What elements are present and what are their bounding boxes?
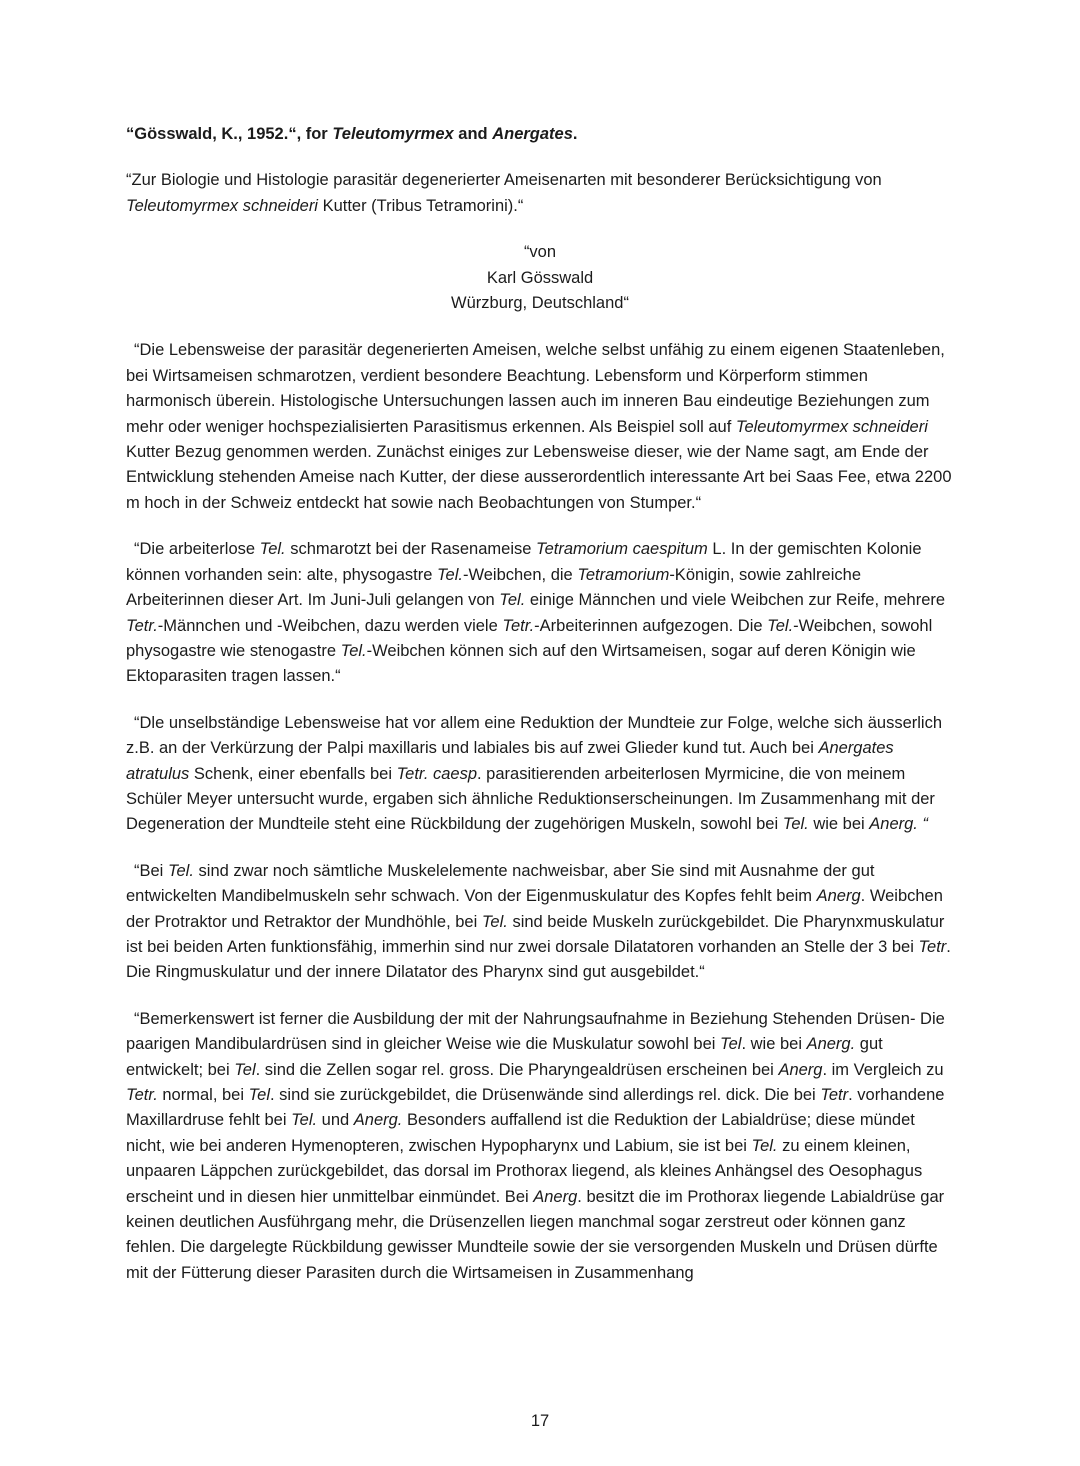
text-run: wie bei (808, 815, 870, 834)
text-run: Anerg. “ (869, 815, 928, 834)
text-run: Anergates (492, 125, 573, 143)
text-run: . Weibchen der Protraktor und Retraktor der Mundhöhle, bei (126, 887, 943, 931)
text-run: Tetr (820, 1086, 849, 1104)
text-run: . im Vergleich zu (822, 1060, 944, 1079)
paragraph-1 (126, 338, 954, 516)
text-run: “Die arbeiterlose (134, 540, 260, 559)
text-run: einige Männchen und viele Weibchen zur Reife, mehrere (525, 591, 946, 610)
page-number: 17 (530, 1411, 550, 1430)
text-run: . Die Ringmuskulatur und der innere Dilatator des Pharynx sind gut ausgebildet.“ (126, 937, 951, 982)
text-run: Tel (234, 1060, 256, 1079)
text-run: Tel (248, 1086, 271, 1104)
text-run: Tetr. (126, 1086, 158, 1104)
text-run: Tetr. (502, 616, 535, 635)
text-run: -Weibchen, sowohl physogastre wie stenogastre (126, 616, 933, 660)
text-run: and (453, 125, 493, 143)
text-run: Tel. (499, 591, 526, 610)
text-run: Tel. (291, 1111, 318, 1130)
text-run: “Gösswald, K., 1952.“, for (126, 125, 333, 143)
paper-title-quote (126, 168, 954, 219)
text-run: Tetr (918, 937, 947, 956)
text-run: Schenk, einer ebenfalls bei (189, 764, 397, 783)
text-run: Tetramorium (577, 565, 670, 584)
text-run: “Bei (134, 861, 168, 880)
text-run: zu einem kleinen, unpaaren Läppchen zurückgebildet, das dorsal im Prothorax liegend, als kleines Anhängsel des Oesophagus erscheint und in diesen hier unmittelbar einmündet. Bei (126, 1136, 923, 1206)
text-run: Tetramorium caespitum (536, 540, 708, 559)
paragraph-5 (126, 1007, 954, 1286)
text-run: und (317, 1111, 354, 1130)
text-run: Kutter (Tribus Tetramorini).“ (317, 196, 524, 215)
text-run: Besonders auffallend ist die Reduktion der Labialdrüse; diese mündet nicht, wie bei anderen Hymenopteren, zwischen Hypopharynx und Labium, sie ist bei (126, 1111, 915, 1155)
text-run: -Königin, sowie zahlreiche Arbeiterinnen dieser Art. Im Juni-Juli gelangen von (126, 565, 861, 610)
text-run: “Dle unselbständige Lebensweise hat vor allem eine Reduktion der Mundteie zur Folge, welche sich äusserlich z.B. an der Verkürzung der Palpi maxillaris und labiales bis auf zwei Glieder kund tut. Auch bei (126, 713, 943, 758)
text-run: Anerg (816, 887, 861, 906)
text-run: sind beide Muskeln zurückgebildet. Die Pharynxmuskulatur ist bei beiden Arten funktionsfähig, immerhin sind nur zwei dorsale Dilatatoren vorhanden an Stelle der 3 bei (126, 912, 945, 956)
text-run: Anerg. (353, 1111, 403, 1130)
text-run: -Arbeiterinnen aufgezogen. Die (534, 616, 768, 635)
text-run: Tel. (481, 912, 508, 931)
text-run: Tel. (340, 641, 367, 660)
text-run: Teleutomyrmex schneideri (735, 417, 928, 436)
text-run: Tel. (751, 1136, 778, 1155)
text-run: “Die Lebensweise der parasitär degenerierten Ameisen, welche selbst unfähig zu einem eigenen Staatenleben, bei Wirtsameisen schmarotzen, verdient besondere Beachtung. Lebensform und Körperform stimmen harmonisch überein. Histologische Untersuchungen lassen auch im inneren Bau eindeutige Beziehungen zum mehr oder weniger hochspezialisierten Parasitismus erkennen. Als Beispiel soll auf (126, 341, 945, 436)
text-run: Kutter Bezug genommen werden. Zunächst einiges zur Lebensweise dieser, wie der Name sagt, am Ende der Entwicklung stehenden Ameise nach Kutter, der diese ausserordentlich interessante Art bei Saas Fee, etwa 2200 m hoch in der Schweiz entdeckt hat sowie nach Beobachtungen von Stumper.“ (126, 443, 952, 512)
text-run: Tetr. (126, 616, 158, 635)
text-run: Anergates atratulus (126, 739, 894, 783)
text-run: . vorhandene Maxillardruse fehlt bei (126, 1086, 945, 1130)
paragraph-4 (126, 859, 954, 986)
text-run: . (572, 125, 578, 143)
byline-location: Würzburg, Deutschland“ (451, 294, 629, 313)
text-run: schmarotzt bei der Rasenameise (285, 540, 537, 559)
text-run: Anerg (778, 1060, 823, 1079)
paragraph-3 (126, 711, 954, 838)
text-run: -Weibchen können sich auf den Wirtsameisen, sogar auf deren Königin wie Ektoparasiten tragen lassen.“ (126, 641, 916, 686)
text-run: -Männchen und -Weibchen, dazu werden viele (157, 616, 503, 635)
text-run: . besitzt die im Prothorax liegende Labialdrüse gar keinen deutlichen Ausführgang mehr, die Drüsenzellen liegen manchmal sogar zerstreut oder können ganz fehlen. Die dargelegte Rückbildung gewisser Mundteile sowie der sie versorgenden Muskeln und Drüsen dürfte mit der Fütterung dieser Parasiten durch die Wirtsameisen in Zusammenhang (126, 1187, 945, 1282)
text-run: sind zwar noch sämtliche Muskelelemente nachweisbar, aber Sie sind mit Ausnahme der gut entwickelten Mandibelmuskeln sehr schwach. Von der Eigenmuskulatur des Kopfes fehlt beim (126, 861, 875, 906)
text-run: Anerg (533, 1187, 578, 1206)
text-run: Teleutomyrmex (332, 125, 454, 143)
text-run: Tel. (782, 815, 809, 834)
text-run: gut entwickelt; bei (126, 1035, 883, 1079)
byline-block (126, 240, 954, 316)
text-run: normal, bei (157, 1086, 249, 1104)
text-run: Tetr. caesp (396, 764, 478, 783)
text-run: Tel. (436, 565, 463, 584)
text-run: L. In der gemischten Kolonie können vorhanden sein: alte, physogastre (126, 540, 922, 584)
text-run: Anerg. (806, 1035, 856, 1054)
text-run: . sind die Zellen sogar rel. gross. Die Pharyngealdrüsen erscheinen bei (255, 1060, 779, 1079)
paragraph-2 (126, 537, 954, 689)
text-run: Tel. (167, 861, 194, 880)
text-run: Tel. (767, 616, 794, 635)
text-run: Teleutomyrmex schneideri (126, 196, 318, 215)
byline-von: “von (523, 243, 557, 262)
text-run: “Zur Biologie und Histologie parasitär degenerierter Ameisenarten mit besonderer Berücksichtigung von (126, 171, 882, 190)
text-run: . sind sie zurückgebildet, die Drüsenwände sind allerdings rel. dick. Die bei (270, 1086, 821, 1104)
text-run: Tel (720, 1035, 742, 1054)
byline-author: Karl Gösswald (486, 268, 594, 287)
citation-heading (126, 122, 954, 147)
text-run: -Weibchen, die (462, 565, 578, 584)
text-run: “Bemerkenswert ist ferner die Ausbildung der mit der Nahrungsaufnahme in Beziehung Stehenden Drüsen- Die paarigen Mandibulardrüsen sind in gleicher Weise wie die Muskulatur sowohl bei (126, 1009, 945, 1054)
text-run: . parasitierenden arbeiterlosen Myrmicine, die von meinem Schüler Meyer untersucht wurde, ergaben sich ähnliche Reduktionserscheinungen. Im Zusammenhang mit der Degeneration der Mundteile steht eine Rückbildung der zugehörigen Muskeln, sowohl bei (126, 764, 935, 834)
text-run: . wie bei (741, 1035, 807, 1054)
text-run: Tel. (259, 540, 286, 559)
